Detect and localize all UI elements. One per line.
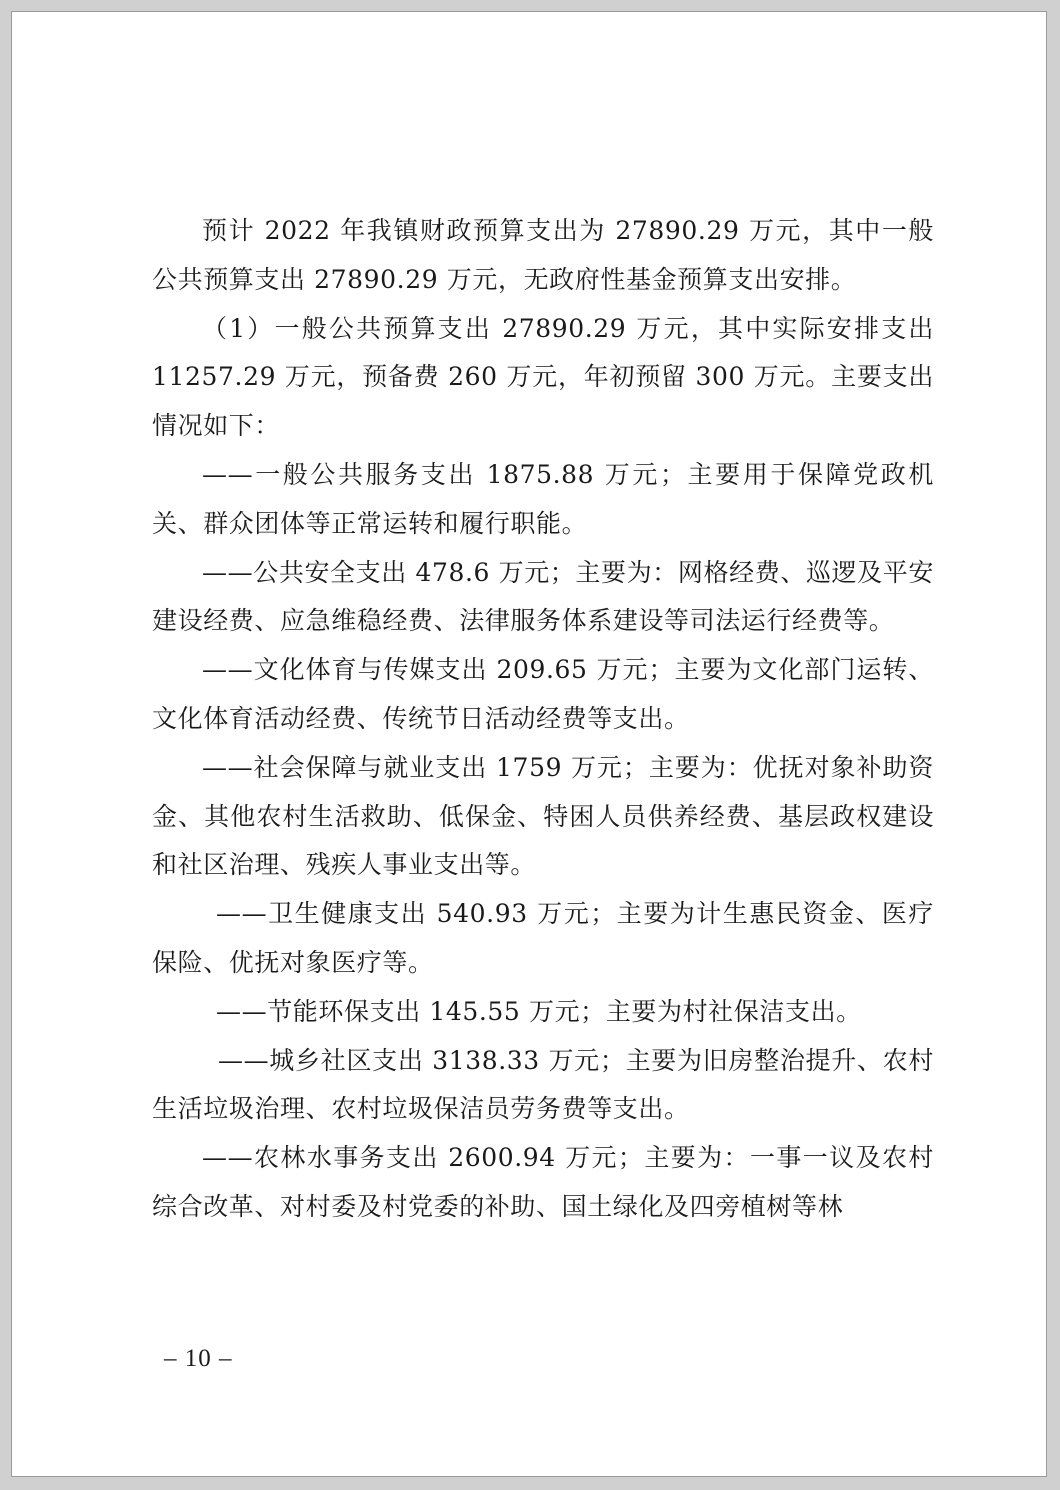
paragraph-environment: ——节能环保支出 145.55 万元；主要为村社保洁支出。 [216,996,862,1026]
paragraph-agriculture: ——农林水事务支出 2600.94 万元；主要为：一事一议及农村综合改革、对村委及村党委的补助、国土绿化及四旁植树等林 [152,1143,934,1221]
paragraph-total-budget: 预计 2022 年我镇财政预算支出为 27890.29 万元，其中一般公共预算支出 27890.29 万元，无政府性基金预算支出安排。 [152,216,934,294]
paragraph-public-security: ——公共安全支出 478.6 万元；主要为：网格经费、巡逻及平安建设经费、应急维稳经费、法律服务体系建设等司法运行经费等。 [152,557,934,636]
page-number: – 10 – [164,1345,233,1372]
paragraph-culture-sports: ——文化体育与传媒支出 209.65 万元；主要为文化部门运转、文化体育活动经费、传统节日活动经费等支出。 [152,655,934,733]
document-page [11,11,1047,1477]
paragraph-public-services: ——一般公共服务支出 1875.88 万元；主要用于保障党政机关、群众团体等正常运转和履行职能。 [152,459,934,538]
paragraph-social-security: ——社会保障与就业支出 1759 万元；主要为：优抚对象补助资金、其他农村生活救助、低保金、特困人员供养经费、基层政权建设和社区治理、残疾人事业支出等。 [152,752,934,880]
paragraph-urban-rural: ——城乡社区支出 3138.33 万元；主要为旧房整治提升、农村生活垃圾治理、农村垃圾保洁员劳务费等支出。 [152,1045,934,1124]
paragraph-health: ——卫生健康支出 540.93 万元；主要为计生惠民资金、医疗保险、优抚对象医疗等。 [152,899,934,977]
paragraph-general-budget: （1）一般公共预算支出 27890.29 万元，其中实际安排支出 11257.29 万元，预备费 260 万元，年初预留 300 万元。主要支出情况如下： [152,313,934,441]
body-text [152,207,934,1232]
